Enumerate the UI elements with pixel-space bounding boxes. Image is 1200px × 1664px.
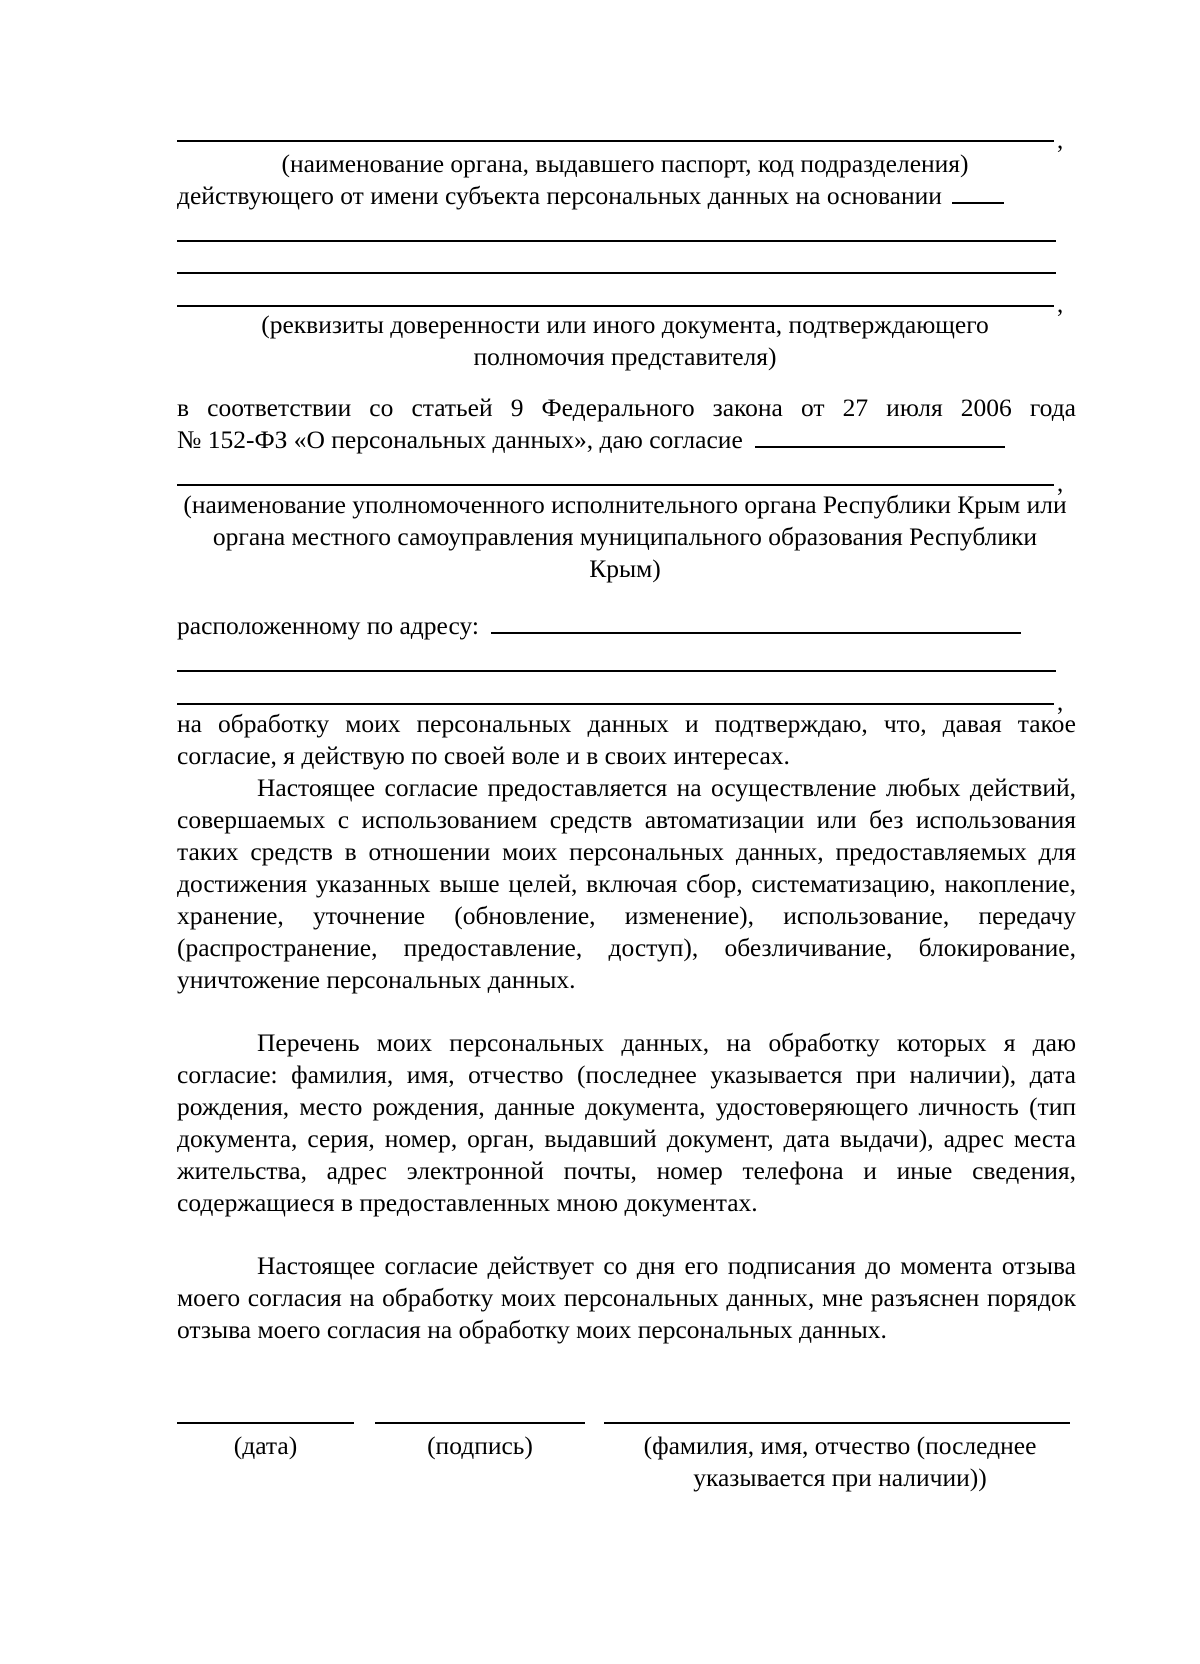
signature-blank-line xyxy=(375,1422,585,1424)
authority-caption: (наименование уполномоченного исполнительного органа Республики Крым или органа местного самоуправления муниципального образования Республики Крым) xyxy=(183,490,1067,583)
authority-blank-line xyxy=(177,484,1054,486)
power-of-attorney-caption: (реквизиты доверенности или иного документа, подтверждающего полномочия представителя) xyxy=(261,310,989,371)
name-blank-line xyxy=(604,1422,1070,1424)
basis-blank-line-2 xyxy=(177,272,1056,274)
name-caption: (фамилия, имя, отчество (последнее указывается при наличии)) xyxy=(643,1431,1037,1492)
signature-caption: (подпись) xyxy=(427,1431,533,1460)
processing-consent-paragraph: на обработку моих персональных данных и подтверждаю, что, давая такое согласие, я действую по своей воле и в своих интересах. xyxy=(177,709,1076,770)
law-line-2-text: № 152-ФЗ «О персональных данных», даю согласие xyxy=(177,425,743,454)
address-blank-line-1 xyxy=(177,670,1056,672)
date-blank-line xyxy=(177,1422,354,1424)
basis-blank-short xyxy=(952,202,1004,204)
issuer-caption: (наименование органа, выдавшего паспорт, код подразделения) xyxy=(281,149,969,178)
consent-recipient-blank-short xyxy=(755,446,1005,448)
acting-on-behalf-text xyxy=(177,180,1004,212)
validity-paragraph: Настоящее согласие действует со дня его подписания до момента отзыва моего согласия на обработку моих персональных данных, мне разъяснен порядок отзыва моего согласия на обработку моих персональных данных. xyxy=(177,1251,1076,1344)
comma-mark: , xyxy=(1057,470,1064,497)
acting-on-behalf-label: действующего от имени субъекта персональных данных на основании xyxy=(177,181,942,210)
address-blank-line-2 xyxy=(177,703,1054,705)
comma-mark: , xyxy=(1057,291,1064,318)
data-list-paragraph: Перечень моих персональных данных, на обработку которых я даю согласие: фамилия, имя, отчество (последнее указывается при наличии), дата рождения, место рождения, данные документа, удостоверяющего личность (тип документа, серия, номер, орган, выдавший документ, дата выдачи), адрес места жительства, адрес электронной почты, номер телефона и иные сведения, содержащиеся в предоставленных мною документах. xyxy=(177,1028,1076,1217)
basis-blank-line-3 xyxy=(177,305,1054,307)
law-line-2 xyxy=(177,424,1005,456)
law-line-1: в соответствии со статьей 9 Федерального закона от 27 июля 2006 года xyxy=(177,393,1076,422)
address-label: расположенному по адресу: xyxy=(177,611,479,640)
address-line xyxy=(177,610,1021,642)
basis-blank-line-1 xyxy=(177,240,1056,242)
actions-paragraph: Настоящее согласие предоставляется на осуществление любых действий, совершаемых с использованием средств автоматизации или без использования таких средств в отношении моих персональных данных, предоставляемых для достижения указанных выше целей, включая сбор, систематизацию, накопление, хранение, уточнение (обновление, изменение), использование, передачу (распространение, предоставление, доступ), обезличивание, блокирование, уничтожение персональных данных. xyxy=(177,773,1076,994)
address-blank-short xyxy=(491,632,1021,634)
comma-mark: , xyxy=(1057,127,1064,154)
issuer-blank-line xyxy=(177,140,1054,142)
comma-mark: , xyxy=(1057,689,1064,716)
date-caption: (дата) xyxy=(233,1431,298,1460)
